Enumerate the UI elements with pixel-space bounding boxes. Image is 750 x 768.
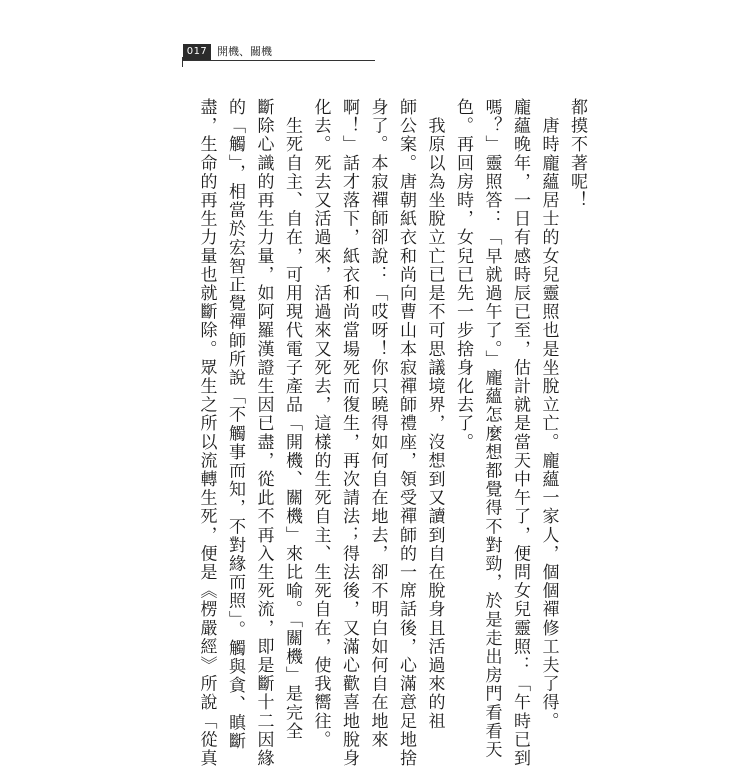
header-rule xyxy=(183,60,375,61)
text-column: 龐蘊晚年，一日有感時辰已至，估計就是當天中午了，便問女兒靈照：「午時已到 xyxy=(510,98,530,768)
text-column: 師公案。唐朝紙衣和尚向曹山本寂禪師禮座，領受禪師的一席話後，心滿意足地捨 xyxy=(396,98,416,768)
text-column: 啊！」話才落下，紙衣和尚當場死而復生，再次請法；得法後，又滿心歡喜地脫身 xyxy=(339,98,359,768)
text-column: 的「觸」，相當於宏智正覺禪師所說「不觸事而知，不對緣而照」。觸與貪、瞋斷 xyxy=(225,98,245,751)
text-column: 我原以為坐脫立亡已是不可思議境界，沒想到又讀到自在脫身且活過來的祖 xyxy=(424,98,445,731)
text-column: 身了。本寂禪師卻說：「哎呀！你只曉得如何自在地去，卻不明白如何自在地來 xyxy=(367,98,388,749)
page-number: 017 xyxy=(183,44,211,60)
text-column: 色。再回房時，女兒已先一步捨身化去了。 xyxy=(453,98,473,452)
text-column: 化去。死去又活過來，活過來又死去，這樣的生死自主、生死自在，使我嚮往。 xyxy=(310,98,331,749)
text-column: 唐時龐蘊居士的女兒靈照也是坐脫立亡。龐蘊一家人，個個禪修工夫了得。 xyxy=(538,98,559,731)
header-marker xyxy=(182,57,183,67)
text-column: 嗎？」靈照答：「早就過午了。」龐蘊怎麼想都覺得不對勁，於是走出房門看看天 xyxy=(481,98,502,760)
running-header xyxy=(183,44,375,60)
text-column: 都摸不著呢！ xyxy=(567,98,587,210)
body-text xyxy=(163,98,591,768)
text-column: 斷除心識的再生力量，如阿羅漢證生因已盡，從此不再入生死流，即是斷十二因緣 xyxy=(253,98,274,768)
running-title: 開機、關機 xyxy=(217,45,272,58)
vertical-text-columns xyxy=(192,98,591,768)
text-column: 盡，生命的再生力量也就斷除。眾生之所以流轉生死，便是《楞嚴經》所說「從真 xyxy=(196,98,217,768)
text-column: 生死自主、自在，可用現代電子產品「開機、關機」來比喻。「關機」是完全 xyxy=(282,98,302,741)
